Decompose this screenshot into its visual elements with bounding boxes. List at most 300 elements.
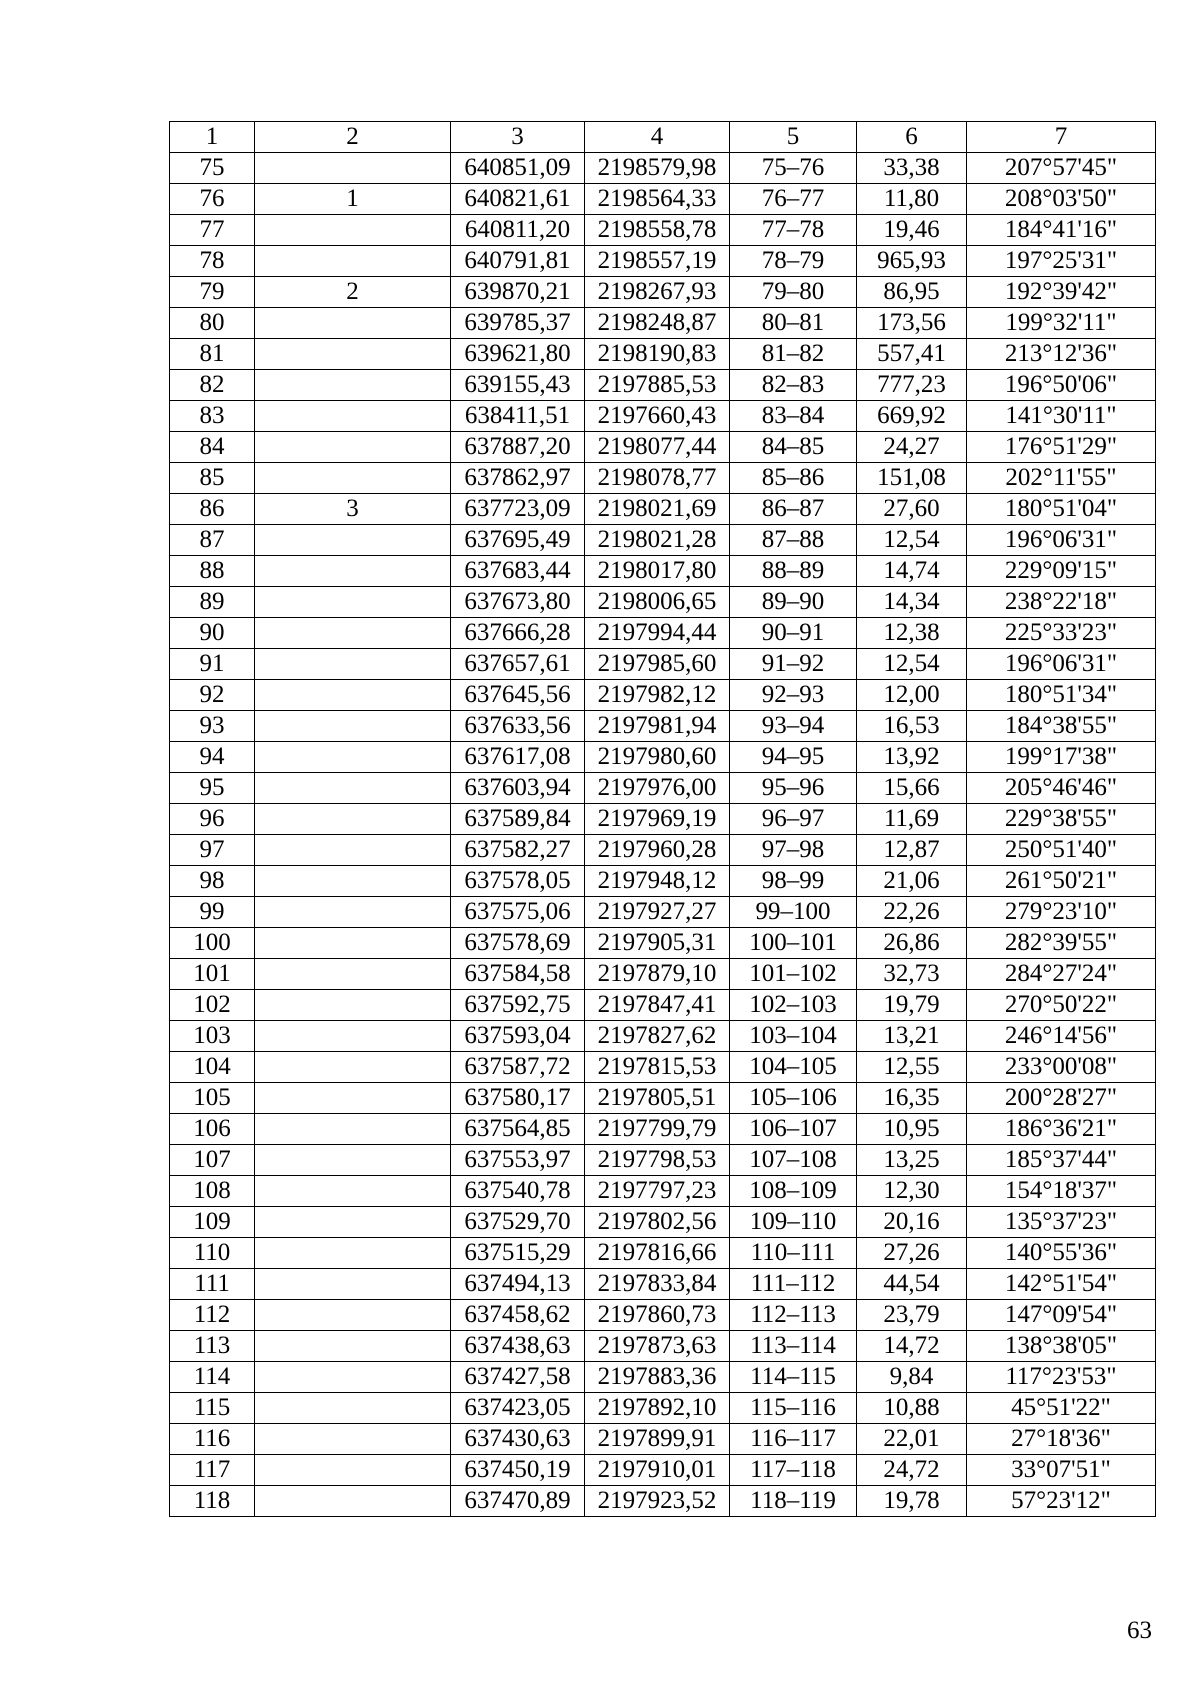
cell-point-number: 110: [170, 1238, 255, 1269]
cell-distance: 33,38: [857, 153, 967, 184]
cell-x-coordinate: 637592,75: [451, 990, 585, 1021]
cell-x-coordinate: 639870,21: [451, 277, 585, 308]
cell-segment: 88–89: [730, 556, 857, 587]
cell-point-number: 88: [170, 556, 255, 587]
cell-distance: 15,66: [857, 773, 967, 804]
cell-direction-angle: 282°39'55": [967, 928, 1156, 959]
cell-section-number: [255, 649, 451, 680]
cell-segment: 96–97: [730, 804, 857, 835]
cell-y-coordinate: 2197847,41: [585, 990, 730, 1021]
cell-section-number: [255, 773, 451, 804]
cell-direction-angle: 261°50'21": [967, 866, 1156, 897]
cell-distance: 13,92: [857, 742, 967, 773]
cell-segment: 85–86: [730, 463, 857, 494]
cell-point-number: 94: [170, 742, 255, 773]
cell-y-coordinate: 2197799,79: [585, 1114, 730, 1145]
cell-distance: 12,30: [857, 1176, 967, 1207]
cell-section-number: 1: [255, 184, 451, 215]
cell-x-coordinate: 637578,69: [451, 928, 585, 959]
cell-section-number: [255, 1145, 451, 1176]
cell-direction-angle: 270°50'22": [967, 990, 1156, 1021]
cell-point-number: 99: [170, 897, 255, 928]
cell-section-number: [255, 587, 451, 618]
cell-y-coordinate: 2197805,51: [585, 1083, 730, 1114]
cell-x-coordinate: 637458,62: [451, 1300, 585, 1331]
cell-distance: 19,46: [857, 215, 967, 246]
cell-y-coordinate: 2198564,33: [585, 184, 730, 215]
table-row: [170, 370, 1156, 401]
table-row: [170, 928, 1156, 959]
cell-segment: 116–117: [730, 1424, 857, 1455]
cell-segment: 82–83: [730, 370, 857, 401]
table-row: [170, 1424, 1156, 1455]
table-row: [170, 1238, 1156, 1269]
table-row: [170, 680, 1156, 711]
cell-direction-angle: 154°18'37": [967, 1176, 1156, 1207]
cell-y-coordinate: 2198006,65: [585, 587, 730, 618]
cell-section-number: [255, 401, 451, 432]
cell-x-coordinate: 637580,17: [451, 1083, 585, 1114]
cell-segment: 75–76: [730, 153, 857, 184]
cell-segment: 81–82: [730, 339, 857, 370]
cell-distance: 27,26: [857, 1238, 967, 1269]
table-row: [170, 959, 1156, 990]
cell-direction-angle: 200°28'27": [967, 1083, 1156, 1114]
header-cell-col-4: 4: [585, 122, 730, 153]
cell-x-coordinate: 637589,84: [451, 804, 585, 835]
cell-distance: 557,41: [857, 339, 967, 370]
cell-y-coordinate: 2197981,94: [585, 711, 730, 742]
table-row: [170, 1083, 1156, 1114]
cell-section-number: [255, 308, 451, 339]
cell-point-number: 89: [170, 587, 255, 618]
cell-y-coordinate: 2197980,60: [585, 742, 730, 773]
table-row: [170, 742, 1156, 773]
cell-segment: 103–104: [730, 1021, 857, 1052]
table-row: [170, 649, 1156, 680]
table-row: [170, 990, 1156, 1021]
table-row: [170, 339, 1156, 370]
table-row: [170, 432, 1156, 463]
cell-x-coordinate: 637683,44: [451, 556, 585, 587]
cell-section-number: [255, 897, 451, 928]
cell-direction-angle: 45°51'22": [967, 1393, 1156, 1424]
cell-distance: 151,08: [857, 463, 967, 494]
cell-x-coordinate: 640821,61: [451, 184, 585, 215]
cell-direction-angle: 184°41'16": [967, 215, 1156, 246]
cell-x-coordinate: 637582,27: [451, 835, 585, 866]
cell-distance: 173,56: [857, 308, 967, 339]
cell-y-coordinate: 2197885,53: [585, 370, 730, 401]
cell-distance: 24,27: [857, 432, 967, 463]
cell-direction-angle: 208°03'50": [967, 184, 1156, 215]
cell-section-number: [255, 1269, 451, 1300]
cell-distance: 27,60: [857, 494, 967, 525]
cell-point-number: 93: [170, 711, 255, 742]
table-row: [170, 1052, 1156, 1083]
cell-segment: 99–100: [730, 897, 857, 928]
table-row: [170, 897, 1156, 928]
cell-x-coordinate: 637494,13: [451, 1269, 585, 1300]
table-row: [170, 1331, 1156, 1362]
cell-section-number: [255, 835, 451, 866]
header-cell-col-3: 3: [451, 122, 585, 153]
cell-x-coordinate: 637617,08: [451, 742, 585, 773]
cell-distance: 14,74: [857, 556, 967, 587]
cell-segment: 113–114: [730, 1331, 857, 1362]
cell-section-number: [255, 928, 451, 959]
cell-x-coordinate: 637423,05: [451, 1393, 585, 1424]
cell-x-coordinate: 639621,80: [451, 339, 585, 370]
cell-point-number: 102: [170, 990, 255, 1021]
cell-section-number: [255, 432, 451, 463]
page-number: 63: [1127, 1617, 1152, 1644]
cell-x-coordinate: 637603,94: [451, 773, 585, 804]
cell-x-coordinate: 640791,81: [451, 246, 585, 277]
cell-distance: 9,84: [857, 1362, 967, 1393]
table-row: [170, 711, 1156, 742]
cell-distance: 26,86: [857, 928, 967, 959]
cell-direction-angle: 33°07'51": [967, 1455, 1156, 1486]
cell-y-coordinate: 2198267,93: [585, 277, 730, 308]
cell-distance: 16,35: [857, 1083, 967, 1114]
cell-y-coordinate: 2197982,12: [585, 680, 730, 711]
cell-section-number: [255, 463, 451, 494]
cell-y-coordinate: 2197923,52: [585, 1486, 730, 1517]
cell-direction-angle: 147°09'54": [967, 1300, 1156, 1331]
cell-x-coordinate: 637593,04: [451, 1021, 585, 1052]
cell-distance: 10,88: [857, 1393, 967, 1424]
cell-segment: 109–110: [730, 1207, 857, 1238]
cell-direction-angle: 284°27'24": [967, 959, 1156, 990]
table-row: [170, 1455, 1156, 1486]
cell-segment: 115–116: [730, 1393, 857, 1424]
cell-y-coordinate: 2198557,19: [585, 246, 730, 277]
cell-x-coordinate: 639785,37: [451, 308, 585, 339]
cell-point-number: 98: [170, 866, 255, 897]
cell-section-number: [255, 1238, 451, 1269]
cell-direction-angle: 202°11'55": [967, 463, 1156, 494]
cell-direction-angle: 205°46'46": [967, 773, 1156, 804]
cell-point-number: 109: [170, 1207, 255, 1238]
cell-segment: 98–99: [730, 866, 857, 897]
header-cell-col-2: 2: [255, 122, 451, 153]
cell-segment: 78–79: [730, 246, 857, 277]
cell-x-coordinate: 637430,63: [451, 1424, 585, 1455]
cell-point-number: 79: [170, 277, 255, 308]
cell-direction-angle: 225°33'23": [967, 618, 1156, 649]
cell-segment: 95–96: [730, 773, 857, 804]
cell-distance: 10,95: [857, 1114, 967, 1145]
table-row: [170, 1486, 1156, 1517]
cell-point-number: 90: [170, 618, 255, 649]
cell-point-number: 113: [170, 1331, 255, 1362]
header-cell-col-7: 7: [967, 122, 1156, 153]
cell-section-number: [255, 1362, 451, 1393]
cell-distance: 19,78: [857, 1486, 967, 1517]
cell-distance: 16,53: [857, 711, 967, 742]
table-row: [170, 1300, 1156, 1331]
cell-section-number: [255, 742, 451, 773]
cell-point-number: 101: [170, 959, 255, 990]
cell-x-coordinate: 637695,49: [451, 525, 585, 556]
cell-x-coordinate: 637438,63: [451, 1331, 585, 1362]
cell-section-number: [255, 711, 451, 742]
cell-direction-angle: 250°51'40": [967, 835, 1156, 866]
cell-distance: 22,26: [857, 897, 967, 928]
cell-section-number: [255, 1052, 451, 1083]
cell-x-coordinate: 637862,97: [451, 463, 585, 494]
cell-direction-angle: 199°17'38": [967, 742, 1156, 773]
cell-x-coordinate: 637587,72: [451, 1052, 585, 1083]
cell-segment: 101–102: [730, 959, 857, 990]
cell-y-coordinate: 2197816,66: [585, 1238, 730, 1269]
cell-point-number: 83: [170, 401, 255, 432]
cell-direction-angle: 180°51'04": [967, 494, 1156, 525]
cell-distance: 14,34: [857, 587, 967, 618]
table-row: [170, 401, 1156, 432]
cell-point-number: 81: [170, 339, 255, 370]
cell-y-coordinate: 2198248,87: [585, 308, 730, 339]
cell-direction-angle: 140°55'36": [967, 1238, 1156, 1269]
cell-section-number: [255, 618, 451, 649]
cell-point-number: 86: [170, 494, 255, 525]
cell-segment: 105–106: [730, 1083, 857, 1114]
cell-direction-angle: 196°06'31": [967, 525, 1156, 556]
cell-segment: 76–77: [730, 184, 857, 215]
table-row: [170, 618, 1156, 649]
cell-distance: 86,95: [857, 277, 967, 308]
cell-direction-angle: 229°38'55": [967, 804, 1156, 835]
cell-x-coordinate: 637575,06: [451, 897, 585, 928]
cell-distance: 13,21: [857, 1021, 967, 1052]
cell-section-number: [255, 959, 451, 990]
cell-distance: 11,80: [857, 184, 967, 215]
cell-point-number: 108: [170, 1176, 255, 1207]
table-row: [170, 835, 1156, 866]
table-row: [170, 556, 1156, 587]
cell-distance: 12,38: [857, 618, 967, 649]
cell-y-coordinate: 2197860,73: [585, 1300, 730, 1331]
cell-y-coordinate: 2197927,27: [585, 897, 730, 928]
cell-point-number: 112: [170, 1300, 255, 1331]
cell-y-coordinate: 2197883,36: [585, 1362, 730, 1393]
cell-point-number: 106: [170, 1114, 255, 1145]
cell-direction-angle: 142°51'54": [967, 1269, 1156, 1300]
cell-segment: 89–90: [730, 587, 857, 618]
cell-y-coordinate: 2197798,53: [585, 1145, 730, 1176]
cell-segment: 87–88: [730, 525, 857, 556]
cell-segment: 83–84: [730, 401, 857, 432]
cell-point-number: 107: [170, 1145, 255, 1176]
table-row: [170, 246, 1156, 277]
cell-direction-angle: 238°22'18": [967, 587, 1156, 618]
cell-point-number: 96: [170, 804, 255, 835]
cell-section-number: [255, 1424, 451, 1455]
cell-point-number: 115: [170, 1393, 255, 1424]
cell-x-coordinate: 637584,58: [451, 959, 585, 990]
cell-segment: 86–87: [730, 494, 857, 525]
cell-section-number: [255, 1486, 451, 1517]
cell-y-coordinate: 2198021,69: [585, 494, 730, 525]
cell-point-number: 77: [170, 215, 255, 246]
cell-x-coordinate: 637529,70: [451, 1207, 585, 1238]
table-row: [170, 525, 1156, 556]
cell-section-number: [255, 1176, 451, 1207]
table-row: [170, 1207, 1156, 1238]
cell-x-coordinate: 637645,56: [451, 680, 585, 711]
cell-y-coordinate: 2198021,28: [585, 525, 730, 556]
cell-y-coordinate: 2197910,01: [585, 1455, 730, 1486]
table-row: [170, 153, 1156, 184]
cell-x-coordinate: 637723,09: [451, 494, 585, 525]
cell-y-coordinate: 2197660,43: [585, 401, 730, 432]
cell-distance: 19,79: [857, 990, 967, 1021]
cell-section-number: [255, 1393, 451, 1424]
cell-segment: 92–93: [730, 680, 857, 711]
cell-x-coordinate: 637666,28: [451, 618, 585, 649]
cell-distance: 23,79: [857, 1300, 967, 1331]
cell-x-coordinate: 637515,29: [451, 1238, 585, 1269]
cell-segment: 114–115: [730, 1362, 857, 1393]
table-row: [170, 1393, 1156, 1424]
cell-point-number: 91: [170, 649, 255, 680]
cell-section-number: [255, 1455, 451, 1486]
cell-distance: 24,72: [857, 1455, 967, 1486]
cell-point-number: 78: [170, 246, 255, 277]
cell-distance: 12,87: [857, 835, 967, 866]
cell-y-coordinate: 2198017,80: [585, 556, 730, 587]
table-row: [170, 1269, 1156, 1300]
cell-distance: 32,73: [857, 959, 967, 990]
cell-x-coordinate: 637578,05: [451, 866, 585, 897]
cell-segment: 108–109: [730, 1176, 857, 1207]
table-row: [170, 1114, 1156, 1145]
cell-point-number: 75: [170, 153, 255, 184]
cell-x-coordinate: 637564,85: [451, 1114, 585, 1145]
cell-y-coordinate: 2197879,10: [585, 959, 730, 990]
table-row: [170, 773, 1156, 804]
table-row: [170, 494, 1156, 525]
cell-point-number: 111: [170, 1269, 255, 1300]
cell-point-number: 92: [170, 680, 255, 711]
cell-section-number: 3: [255, 494, 451, 525]
cell-segment: 110–111: [730, 1238, 857, 1269]
table-row: [170, 1145, 1156, 1176]
cell-point-number: 84: [170, 432, 255, 463]
cell-distance: 21,06: [857, 866, 967, 897]
cell-y-coordinate: 2197892,10: [585, 1393, 730, 1424]
cell-direction-angle: 186°36'21": [967, 1114, 1156, 1145]
cell-point-number: 117: [170, 1455, 255, 1486]
header-cell-col-6: 6: [857, 122, 967, 153]
cell-distance: 965,93: [857, 246, 967, 277]
cell-direction-angle: 196°50'06": [967, 370, 1156, 401]
cell-direction-angle: 180°51'34": [967, 680, 1156, 711]
cell-segment: 77–78: [730, 215, 857, 246]
cell-section-number: [255, 680, 451, 711]
cell-segment: 97–98: [730, 835, 857, 866]
cell-segment: 84–85: [730, 432, 857, 463]
cell-point-number: 114: [170, 1362, 255, 1393]
table-row: [170, 804, 1156, 835]
cell-section-number: [255, 525, 451, 556]
cell-point-number: 97: [170, 835, 255, 866]
cell-direction-angle: 207°57'45": [967, 153, 1156, 184]
cell-y-coordinate: 2197899,91: [585, 1424, 730, 1455]
cell-distance: 777,23: [857, 370, 967, 401]
cell-distance: 12,55: [857, 1052, 967, 1083]
cell-segment: 112–113: [730, 1300, 857, 1331]
cell-point-number: 105: [170, 1083, 255, 1114]
cell-y-coordinate: 2197873,63: [585, 1331, 730, 1362]
cell-x-coordinate: 640811,20: [451, 215, 585, 246]
cell-section-number: [255, 804, 451, 835]
header-cell-col-5: 5: [730, 122, 857, 153]
cell-y-coordinate: 2197960,28: [585, 835, 730, 866]
cell-segment: 111–112: [730, 1269, 857, 1300]
cell-direction-angle: 184°38'55": [967, 711, 1156, 742]
cell-section-number: [255, 1300, 451, 1331]
cell-point-number: 100: [170, 928, 255, 959]
header-cell-col-1: 1: [170, 122, 255, 153]
cell-y-coordinate: 2197827,62: [585, 1021, 730, 1052]
cell-y-coordinate: 2197976,00: [585, 773, 730, 804]
cell-distance: 20,16: [857, 1207, 967, 1238]
cell-section-number: [255, 246, 451, 277]
cell-distance: 12,00: [857, 680, 967, 711]
cell-direction-angle: 197°25'31": [967, 246, 1156, 277]
cell-point-number: 116: [170, 1424, 255, 1455]
cell-direction-angle: 135°37'23": [967, 1207, 1156, 1238]
cell-distance: 13,25: [857, 1145, 967, 1176]
cell-x-coordinate: 637450,19: [451, 1455, 585, 1486]
cell-y-coordinate: 2197833,84: [585, 1269, 730, 1300]
table-row: [170, 215, 1156, 246]
cell-y-coordinate: 2197815,53: [585, 1052, 730, 1083]
cell-segment: 102–103: [730, 990, 857, 1021]
cell-section-number: [255, 370, 451, 401]
cell-direction-angle: 229°09'15": [967, 556, 1156, 587]
cell-section-number: [255, 990, 451, 1021]
table-row: [170, 184, 1156, 215]
cell-direction-angle: 233°00'08": [967, 1052, 1156, 1083]
cell-y-coordinate: 2197994,44: [585, 618, 730, 649]
cell-section-number: [255, 1207, 451, 1238]
cell-section-number: [255, 1331, 451, 1362]
cell-y-coordinate: 2198078,77: [585, 463, 730, 494]
cell-direction-angle: 199°32'11": [967, 308, 1156, 339]
cell-y-coordinate: 2198190,83: [585, 339, 730, 370]
cell-section-number: 2: [255, 277, 451, 308]
cell-y-coordinate: 2197985,60: [585, 649, 730, 680]
cell-point-number: 104: [170, 1052, 255, 1083]
cell-section-number: [255, 556, 451, 587]
table-body: [170, 122, 1156, 1517]
cell-direction-angle: 192°39'42": [967, 277, 1156, 308]
cell-distance: 44,54: [857, 1269, 967, 1300]
cell-direction-angle: 246°14'56": [967, 1021, 1156, 1052]
cell-x-coordinate: 637633,56: [451, 711, 585, 742]
cell-x-coordinate: 637657,61: [451, 649, 585, 680]
cell-section-number: [255, 215, 451, 246]
cell-direction-angle: 27°18'36": [967, 1424, 1156, 1455]
cell-distance: 11,69: [857, 804, 967, 835]
cell-x-coordinate: 637540,78: [451, 1176, 585, 1207]
table-row: [170, 1176, 1156, 1207]
cell-segment: 94–95: [730, 742, 857, 773]
cell-direction-angle: 117°23'53": [967, 1362, 1156, 1393]
